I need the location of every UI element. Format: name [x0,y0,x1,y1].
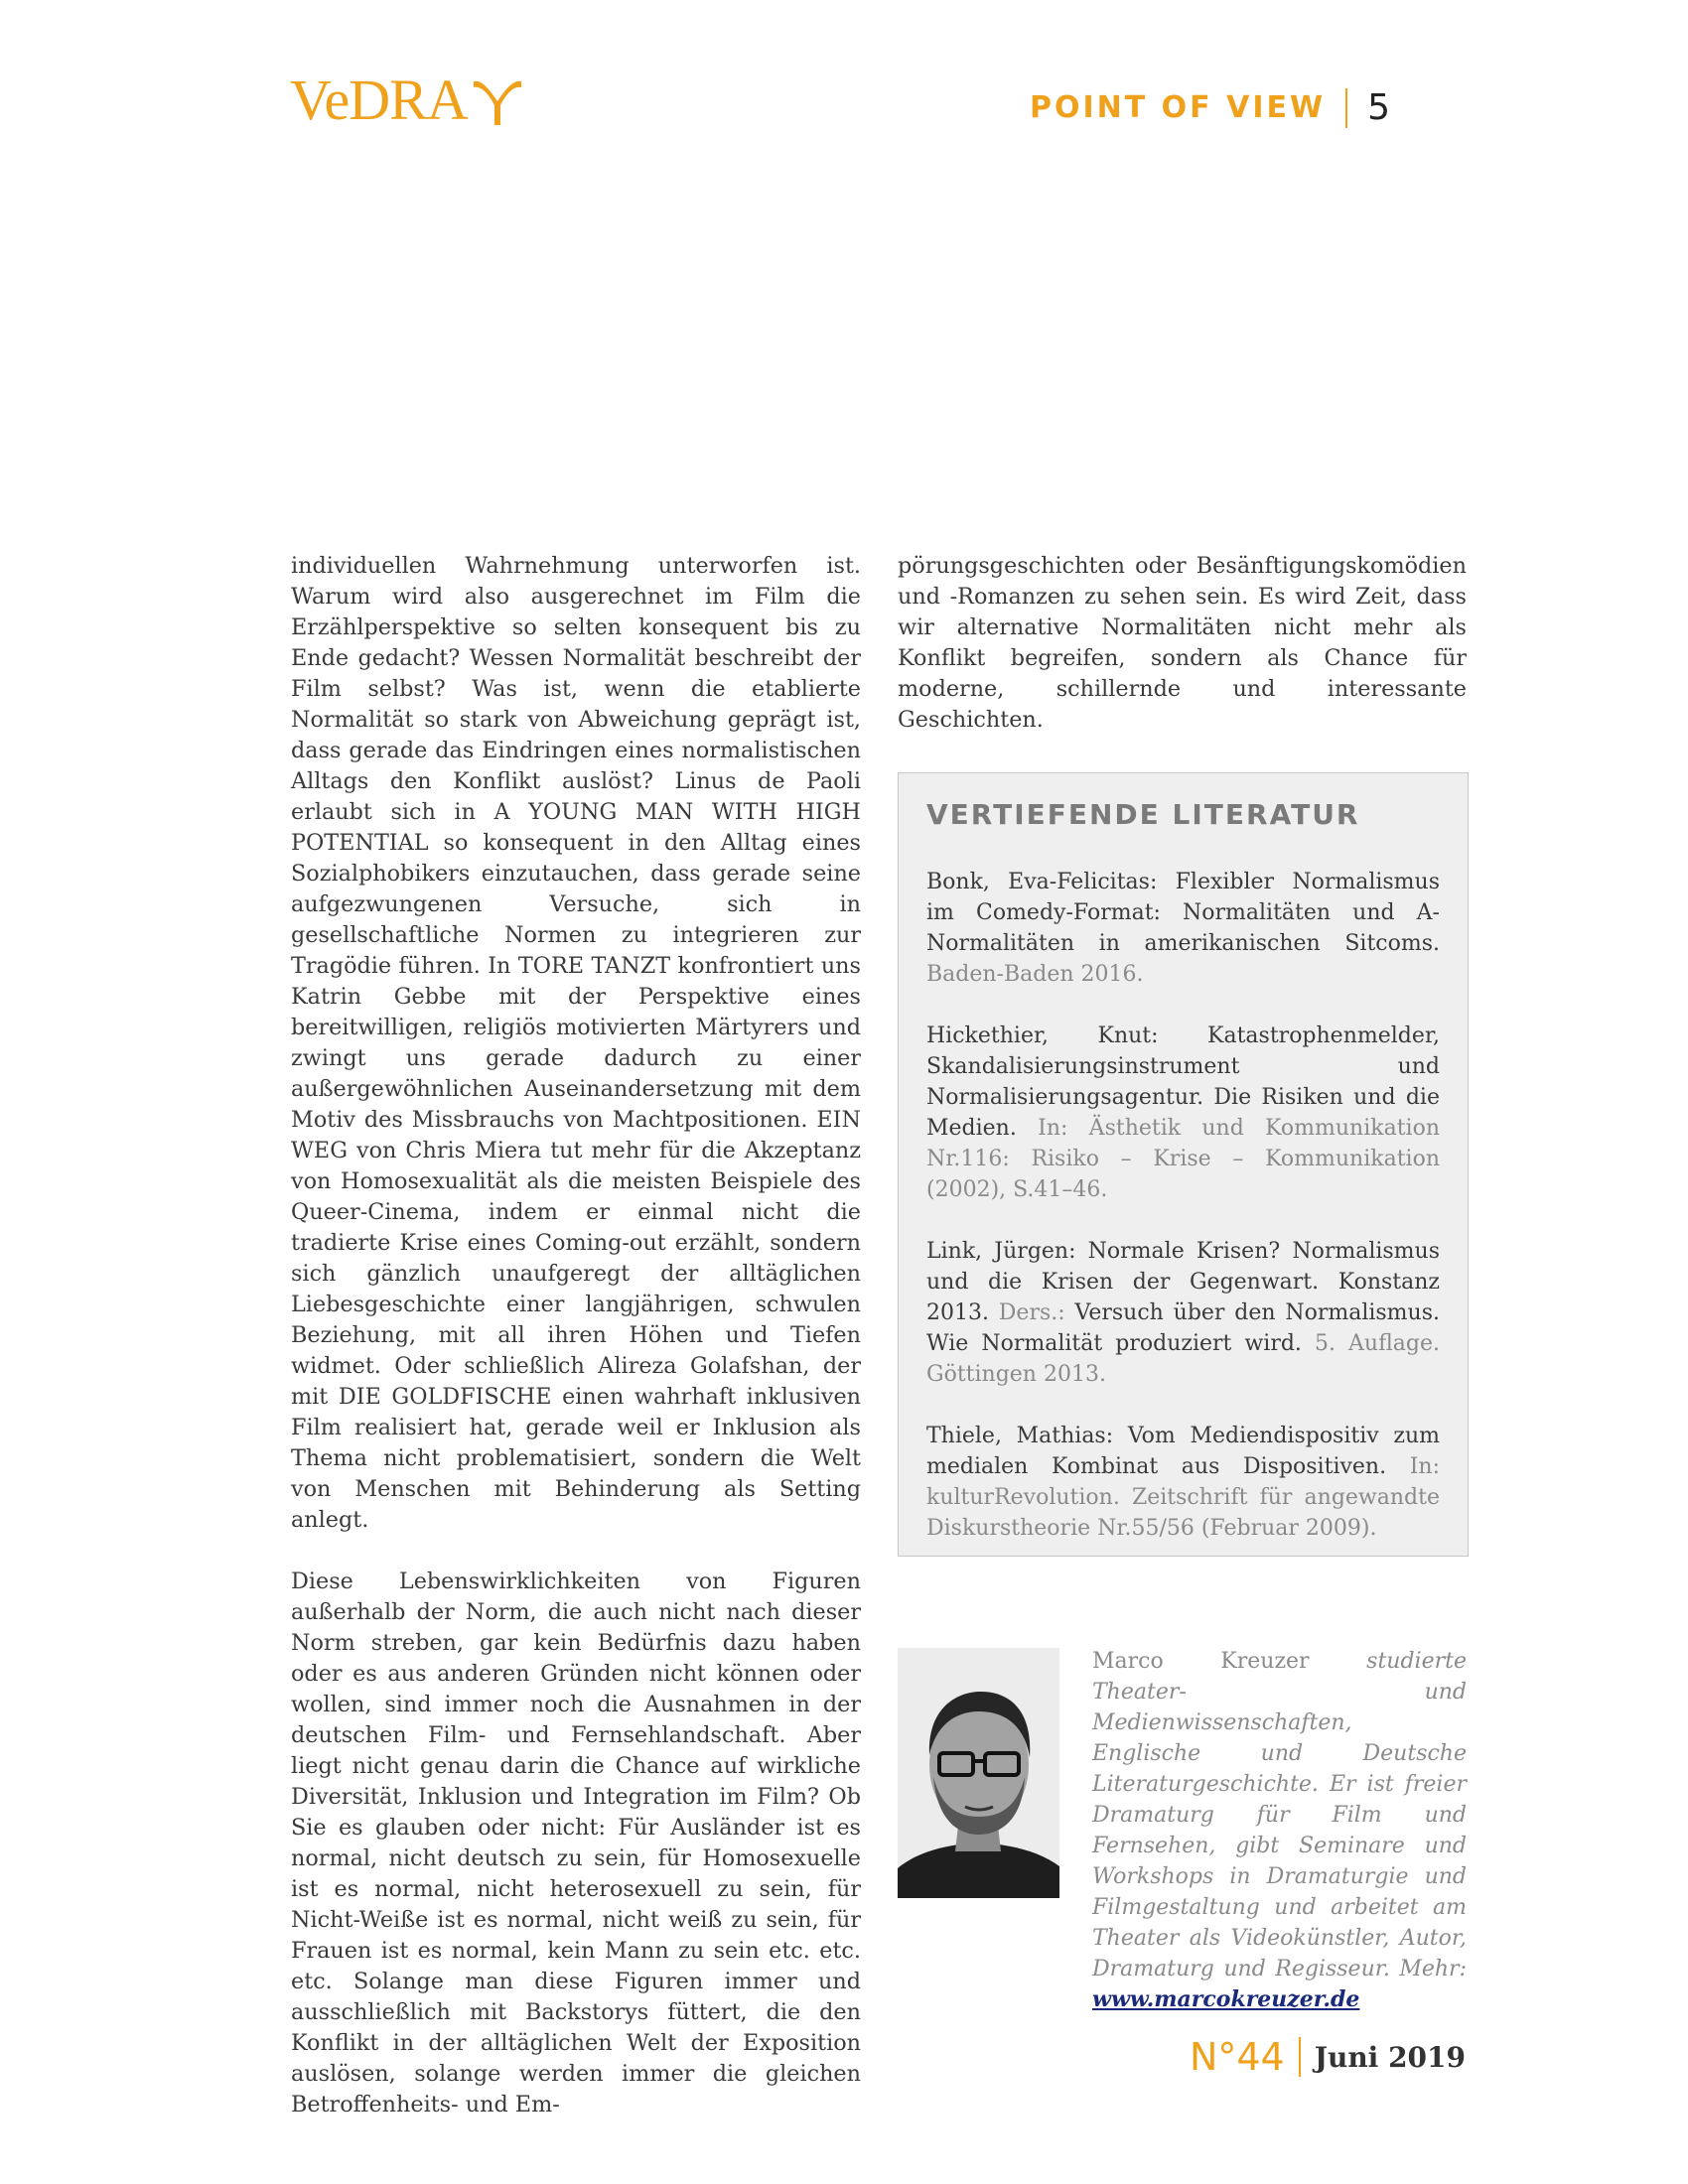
page-number: 5 [1367,87,1390,128]
right-column [898,551,1467,766]
right-paragraph-1: pörungsgeschichten oder Besänftigungskomödien und -Romanzen zu sehen sein. Es wird Zeit, dass wir alternative Normalitäten nicht mehr als Konflikt begreifen, sondern als Chance für moderne, schillernde und interessante Geschichten. [898,553,1467,733]
literature-title: VERTIEFENDE LITERATUR [926,798,1360,831]
entry-3-main-2: Versuch über den Normalismus. Wie Normalität produziert wird. [926,1300,1440,1356]
entry-4-ref: In: kulturRevolution. Zeitschrift für angewandte Diskurstheorie Nr.55/56 (Februar 2009). [926,1454,1440,1541]
logo-text: VeDRA [290,68,468,132]
entry-2-main: Hickethier, Knut: Katastrophenmelder, Skandalisierungsinstrument und Normalisierungsagentur. Die Risiken und die Medien. [926,1024,1440,1141]
page-footer [1190,2035,1466,2079]
vedra-logo [290,68,525,132]
issue-date: Juni 2019 [1314,2040,1466,2074]
logo-y-icon [470,75,525,129]
author-photo [898,1648,1059,1898]
author-website-link[interactable]: www.marcokreuzer.de [1092,1986,1360,2012]
literature-box [898,772,1469,1557]
entry-3-ref-2: 5. Auflage. Göttingen 2013. [926,1331,1440,1387]
literature-entry-4 [926,1421,1440,1544]
section-header [1030,87,1390,128]
author-more-label: Mehr: [1399,1957,1467,1981]
entry-1-ref: Baden-Baden 2016. [926,962,1144,987]
header-divider [1345,88,1347,128]
left-paragraph-1: individuellen Wahrnehmung unterworfen ist. Warum wird also ausgerechnet im Film die Erzählperspektive so selten konsequent bis zu Ende gedacht? Wessen Normalität beschreibt der Film selbst? Was ist, wenn die etablierte Normalität so stark von Abweichung geprägt ist, dass gerade das Eindringen eines normalistischen Alltags den Konflikt auslöst? Linus de Paoli erlaubt sich in A YOUNG MAN WITH HIGH POTENTIAL so konsequent in den Alltag eines Sozialphobikers einzutauchen, dass gerade seine aufgezwungenen Versuche, sich in gesellschaftliche Normen zu integrieren zur Tragödie führen. In TORE TANZT konfrontiert uns Katrin Gebbe mit der Perspektive eines bereitwilligen, religiös motivierten Märtyrers und zwingt uns gerade dadurch zu einer außergewöhnlichen Auseinandersetzung mit dem Motiv des Missbrauchs von Machtpositionen. EIN WEG von Chris Miera tut mehr für die Akzeptanz von Homosexualität als die meisten Beispiele des Queer-Cinema, indem er einmal nicht die tradierte Krise eines Coming-out erzählt, sondern sich gänzlich unaufgeregt der alltäglichen Liebesgeschichte einer langjährigen, schwulen Beziehung, mit all ihren Höhen und Tiefen widmet. Oder schließlich Alireza Golafshan, der mit DIE GOLDFISCHE einen wahrhaft inklusiven Film realisiert hat, gerade weil er Inklusion als Thema nicht problematisiert, sondern die Welt von Menschen mit Behinderung als Setting anlegt. [291,553,861,1533]
entry-1-main: Bonk, Eva-Felicitas: Flexibler Normalismus im Comedy-Format: Normalitäten und A-Normalitäten in amerikanischen Sitcoms. [926,870,1440,956]
issue-number: N°44 [1189,2035,1285,2079]
literature-entry-1 [926,867,1440,990]
author-bio [1092,1646,1467,2015]
footer-divider [1299,2037,1301,2077]
literature-entry-3 [926,1236,1440,1390]
left-paragraph-2: Diese Lebenswirklichkeiten von Figuren außerhalb der Norm, die auch nicht nach dieser Norm streben, gar kein Bedürfnis dazu haben oder es aus anderen Gründen nicht können oder wollen, sind immer noch die Ausnahmen in der deutschen Film- und Fernsehlandschaft. Aber liegt nicht genau darin die Chance auf wirkliche Diversität, Inklusion und Integration im Film? Ob Sie es glauben oder nicht: Für Ausländer ist es normal, nicht deutsch zu sein, für Homosexuelle ist es normal, nicht heterosexuell zu sein, für Nicht-Weiße ist es normal, nicht weiß zu sein, für Frauen ist es normal, kein Mann zu sein etc. etc. etc. Solange man diese Figuren immer und ausschließlich mit Backstorys füttert, die den Konflikt in der alltäglichen Welt der Exposition auslösen, solange werden immer die gleichen Betroffenheits- und Em- [291,1569,861,2117]
author-bio-text: studierte Theater- und Medienwissenschaften, Englische und Deutsche Literaturgeschichte. Er ist freier Dramaturg für Film und Fernsehen, gibt Seminare und Workshops in Dramaturgie und Filmgestaltung und arbeitet am Theater als Videokünstler, Autor, Dramaturg und Regisseur. [1092,1649,1467,1981]
author-portrait-image [898,1648,1059,1898]
left-column [291,551,861,2151]
entry-4-main: Thiele, Mathias: Vom Mediendispositiv zum medialen Kombinat aus Dispositiven. [926,1424,1440,1479]
entry-3-main: Link, Jürgen: Normale Krisen? Normalismus und die Krisen der Gegenwart. Konstanz 2013. [926,1239,1440,1325]
author-name: Marco Kreuzer [1092,1649,1310,1674]
literature-entry-2 [926,1021,1440,1205]
entry-3-ref-1: Ders.: [998,1300,1065,1325]
entry-2-ref: In: Ästhetik und Kommunikation Nr.116: Risiko – Krise – Kommunikation (2002), S.41–46. [926,1116,1440,1202]
section-title: POINT OF VIEW [1030,90,1327,125]
